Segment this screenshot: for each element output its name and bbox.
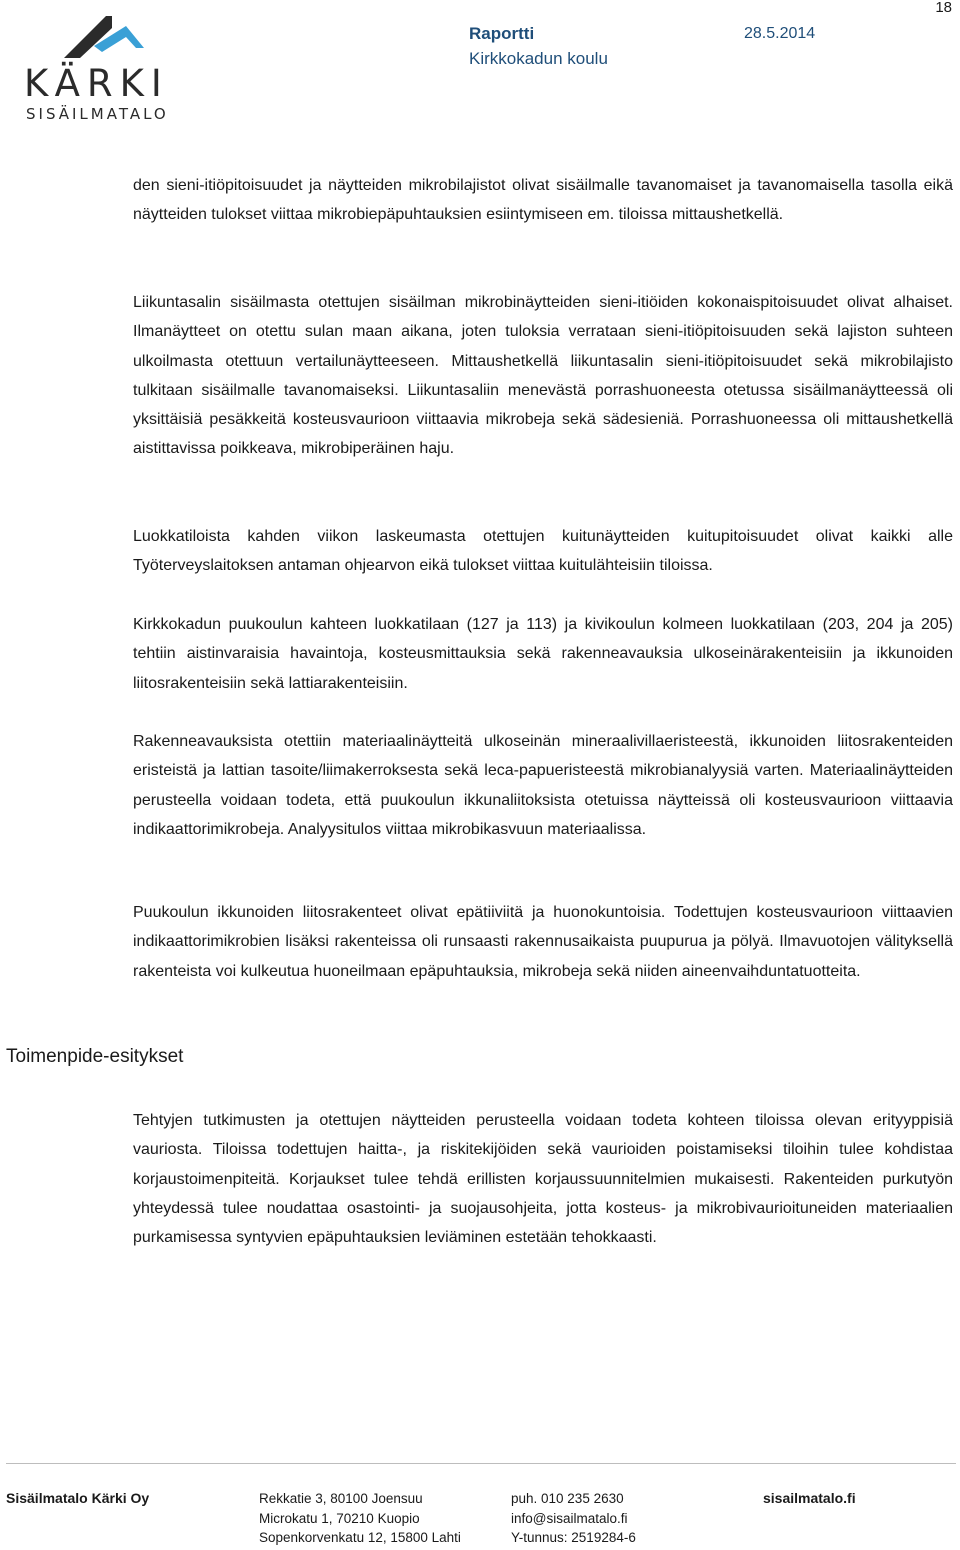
report-date: 28.5.2014 [744, 25, 816, 42]
paragraph: Luokkatiloista kahden viikon laskeumasta otettujen kuitunäytteiden kuitupitoisuudet olivat kaikki alle Työterveyslaitoksen antaman ohjearvon eikä tulokset viittaa kuitulähteisiin tiloissa. [133, 528, 953, 575]
report-title: Raportti [469, 24, 535, 43]
section-heading: Toimenpide-esitykset [6, 1046, 184, 1067]
business-id: Y-tunnus: 2519284-6 [511, 1530, 636, 1545]
paragraph: Kirkkokadun puukoulun kahteen luokkatilaan (127 ja 113) ja kivikoulun kolmeen luokkatilaan (203, 204 ja 205) tehtiin aistinvaraisia havaintoja, kosteusmittauksia sekä rakenneavauksia ulkoseinärakenteisiin ja ikkunoiden liitosrakenteisiin sekä lattiarakenteisiin. [133, 616, 953, 692]
report-subject: Kirkkokadun koulu [469, 49, 608, 68]
paragraph: Tehtyjen tutkimusten ja otettujen näytteiden perusteella voidaan todeta kohteen tiloissa olevan erityyppisiä vauriosta. Tiloissa todettujen haitta-, ja riskitekijöiden sekä vaurioiden poistamiseksi tiloihin tulee kohdistaa korjaustoimenpiteitä. Korjaukset tulee tehdä erillisten korjaussuunnitelmien mukaisesti. Rakenteiden purkutyön yhteydessä tulee noudattaa osastointi- ja suojausohjeita, jotta kosteus- ja mikrobivaurioituneiden materiaalien purkamisessa syntyvien epäpuhtauksien leviäminen estetään tehokkaasti. [133, 1112, 953, 1247]
address-line: Microkatu 1, 70210 Kuopio [259, 1510, 420, 1526]
footer-company [6, 1489, 149, 1509]
company-logo [24, 12, 184, 122]
company-name: Sisäilmatalo Kärki Oy [6, 1490, 150, 1506]
footer-website [763, 1489, 856, 1509]
paragraph: Puukoulun ikkunoiden liitosrakenteet olivat epätiiviitä ja huonokuntoisia. Todettujen kosteusvaurioon viittaavien indikaattorimikrobien lisäksi rakenteissa oli runsaasti rakennusaikaista puupurua ja pölyä. Ilmavuotojen välityksellä rakenteista voi kulkeutua huoneilmaan epäpuhtauksia, mikrobeja sekä niiden aineenvaihduntatuotteita. [133, 904, 953, 980]
address-line: Sopenkorvenkatu 12, 15800 Lahti [259, 1530, 461, 1545]
paragraph: Rakenneavauksista otettiin materiaalinäytteitä ulkoseinän mineraalivillaeristeestä, ikkunoiden liitosrakenteiden eristeistä ja lattian tasoite/liimakerroksesta sekä leca-papueristeestä mikrobianalyysiä varten. Materiaalinäytteiden perusteella voidaan todeta, että puukoulun ikkunaliitoksista otetuissa näytteissä oli kosteusvaurioon viittaavia indikaattorimikrobeja. Analyysitulos viittaa mikrobikasvuun materiaalissa. [133, 733, 953, 838]
paragraph: den sieni-itiöpitoisuudet ja näytteiden mikrobilajistot olivat sisäilmalle tavanomaiset ja tavanomaisella tasolla eikä näytteiden tulokset viittaa mikrobiepäpuhtauksien esiintymiseen em. tiloissa mittaushetkellä. [133, 177, 953, 224]
page-number: 18 [935, 0, 952, 16]
footer-addresses [259, 1489, 461, 1548]
email-address: info@sisailmatalo.fi [511, 1510, 628, 1526]
logo-subtitle: SISÄILMATALO [26, 105, 169, 123]
footer-divider [6, 1463, 956, 1464]
phone-number: puh. 010 235 2630 [511, 1491, 624, 1506]
website-link: sisailmatalo.fi [763, 1490, 856, 1506]
logo-wordmark: KÄRKI [24, 62, 169, 105]
paragraph: Liikuntasalin sisäilmasta otettujen sisäilman mikrobinäytteiden sieni-itiöiden kokonaispitoisuudet olivat alhaiset. Ilmanäytteet on otettu sulan maan aikana, joten tuloksia verrataan sieni-itiöpitoisuuden sekä lajiston suhteen ulkoilmasta otettuun vertailunäytteeseen. Mittaushetkellä liikuntasalin sieni-itiöpitoisuudet sekä mikrobilajisto tulkitaan sisäilmalle tavanomaiseksi. Liikuntasaliin menevästä porrashuoneesta otetussa sisäilmanäytteessä oli yksittäisiä pesäkkeitä kosteusvaurioon viittaavia mikrobeja sekä sädesieniä. Porrashuoneessa oli mittaushetkellä aistittavissa poikkeava, mikrobiperäinen haju. [133, 294, 953, 458]
footer-contacts [511, 1489, 636, 1548]
address-line: Rekkatie 3, 80100 Joensuu [259, 1491, 423, 1506]
